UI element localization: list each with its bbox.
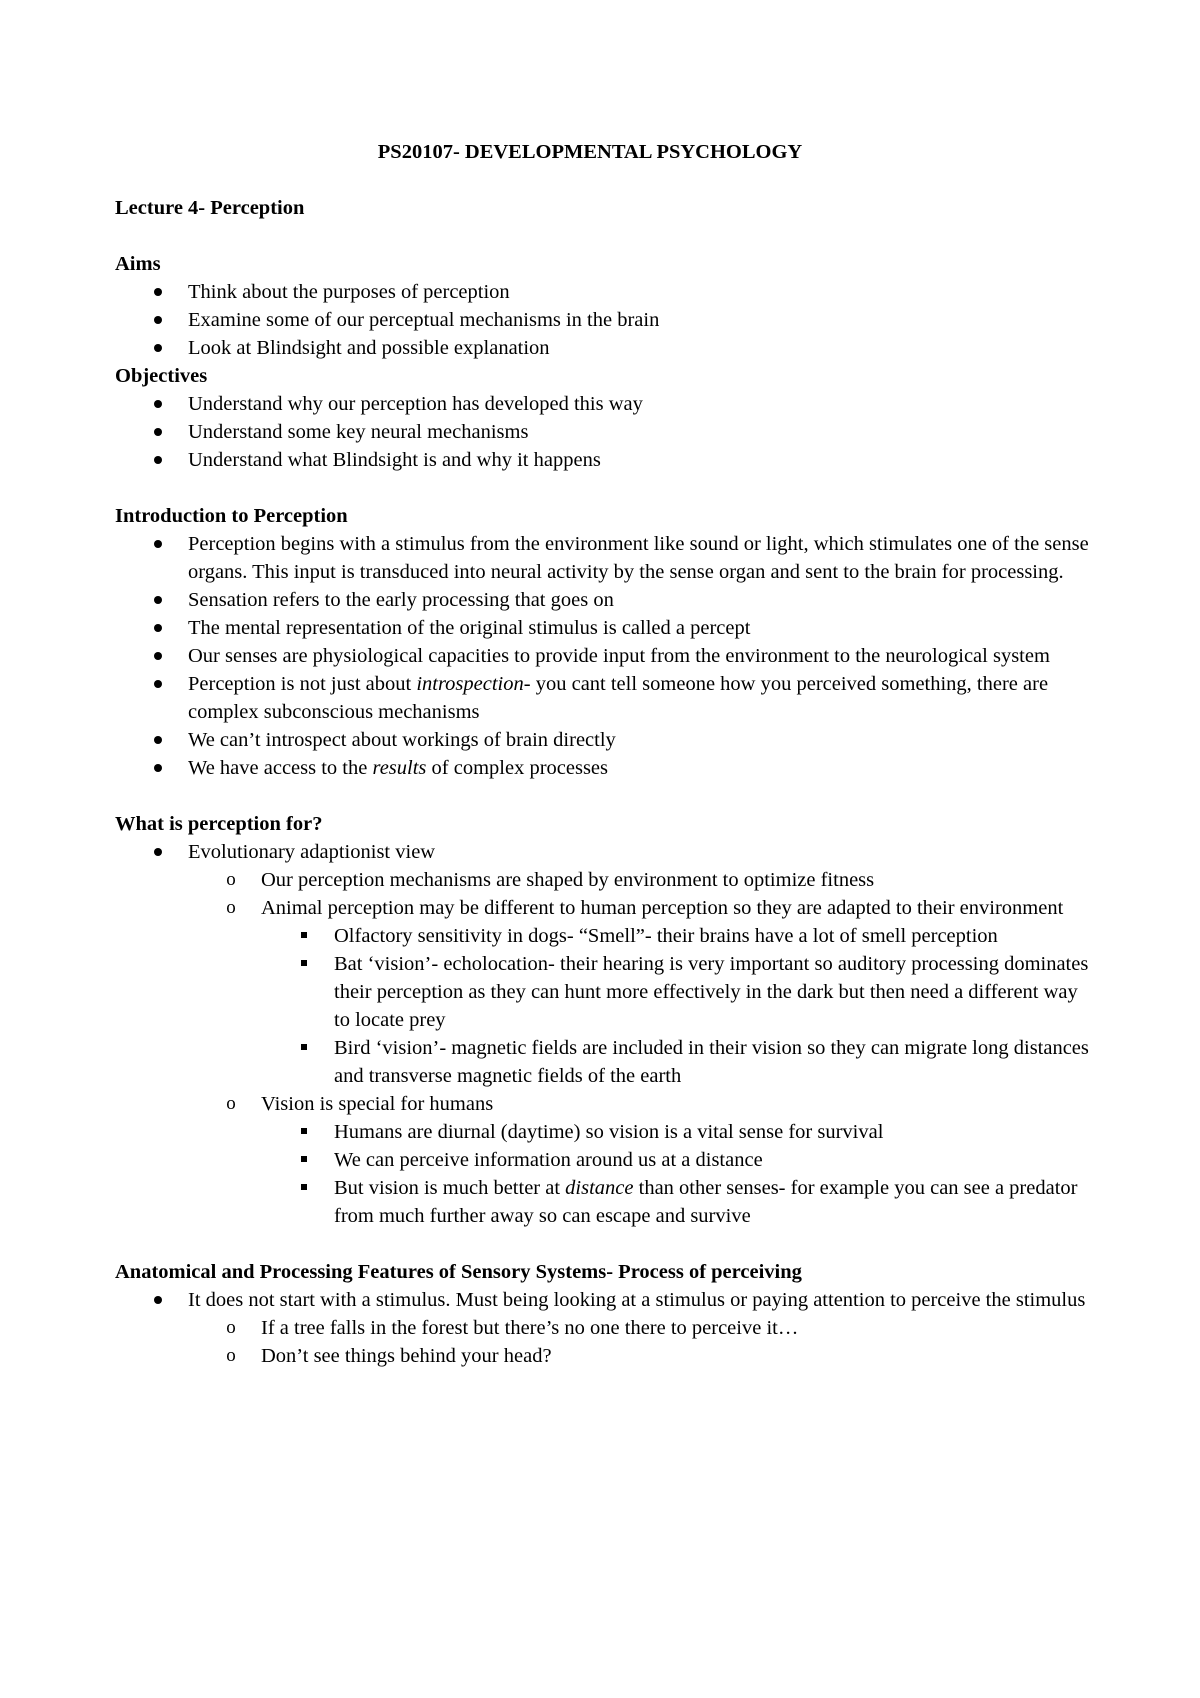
- list-item: o Our perception mechanisms are shaped by environment to optimize fitness: [188, 866, 1095, 894]
- bullet-icon: [151, 754, 165, 782]
- list-item: Understand what Blindsight is and why it happens: [115, 446, 1095, 474]
- list-item: Evolutionary adaptionist view o Our perception mechanisms are shaped by environment to optimize fitness o Animal perception may be different to human perception so they are adapted to their environment Olfactory sensitivity in dogs- “Smell”- their brains have a lot of smell perception Bat ‘vision’- echolocation- their hearing is very important so auditory processing dominates their perception as they can hunt more effectively in the dark but then need a different way to locate prey Bird ‘vision’- magnetic fields are included in their vision so they can migrate long distances and transverse magnetic fields of the earth o Vision is special for humans Humans are diurnal (daytime) so vision is a vital sense for survival We can perceive information around us at a distance But vision is much better at distance than other senses- for example you can see a predator from much further away so can escape and survive: [115, 838, 1095, 1230]
- spacer: [115, 222, 1095, 250]
- list-item: o Animal perception may be different to human perception so they are adapted to their environment Olfactory sensitivity in dogs- “Smell”- their brains have a lot of smell perception Bat ‘vision’- echolocation- their hearing is very important so auditory processing dominates their perception as they can hunt more effectively in the dark but then need a different way to locate prey Bird ‘vision’- magnetic fields are included in their vision so they can migrate long distances and transverse magnetic fields of the earth: [188, 894, 1095, 1090]
- bullet-icon: [151, 334, 165, 362]
- spacer: [115, 474, 1095, 502]
- list-item: Think about the purposes of perception: [115, 278, 1095, 306]
- bullet-icon: [151, 614, 165, 642]
- whatfor-list: [115, 838, 1095, 1230]
- list-item: We can perceive information around us at a distance: [261, 1146, 1095, 1174]
- evo-sublist: [115, 866, 1095, 1230]
- bullet-icon: [151, 530, 165, 558]
- intro-list: [115, 530, 1095, 782]
- anatomical-list: [115, 1286, 1095, 1370]
- objectives-heading: Objectives: [115, 365, 208, 387]
- circle-bullet-icon: o: [226, 897, 236, 918]
- list-item: It does not start with a stimulus. Must being looking at a stimulus or paying attention to perceive the stimulus o If a tree falls in the forest but there’s no one there to perceive it… o Don’t see things behind your head?: [115, 1286, 1095, 1370]
- whatfor-heading: What is perception for?: [115, 813, 323, 835]
- anatomical-sublist: [115, 1314, 1095, 1370]
- intro-heading: Introduction to Perception: [115, 505, 348, 527]
- square-bullet-icon: [297, 1118, 311, 1146]
- document-page: [115, 138, 1095, 1370]
- lecture-heading: Lecture 4- Perception: [115, 197, 305, 219]
- humans-sublist: [188, 1118, 1095, 1230]
- list-item: The mental representation of the original stimulus is called a percept: [115, 614, 1095, 642]
- list-item: Look at Blindsight and possible explanation: [115, 334, 1095, 362]
- list-item: Bat ‘vision’- echolocation- their hearing is very important so auditory processing dominates their perception as they can hunt more effectively in the dark but then need a different way to locate prey: [261, 950, 1095, 1034]
- square-bullet-icon: [297, 950, 311, 978]
- list-item: o Vision is special for humans Humans are diurnal (daytime) so vision is a vital sense for survival We can perceive information around us at a distance But vision is much better at distance than other senses- for example you can see a predator from much further away so can escape and survive: [188, 1090, 1095, 1230]
- square-bullet-icon: [297, 1174, 311, 1202]
- list-item: Sensation refers to the early processing that goes on: [115, 586, 1095, 614]
- list-item: Olfactory sensitivity in dogs- “Smell”- their brains have a lot of smell perception: [261, 922, 1095, 950]
- bullet-icon: [151, 446, 165, 474]
- list-item: Bird ‘vision’- magnetic fields are included in their vision so they can migrate long distances and transverse magnetic fields of the earth: [261, 1034, 1095, 1090]
- bullet-icon: [151, 390, 165, 418]
- circle-bullet-icon: o: [226, 869, 236, 890]
- objectives-list: [115, 390, 1095, 474]
- list-item: We have access to the results of complex processes: [115, 754, 1095, 782]
- circle-bullet-icon: o: [226, 1317, 236, 1338]
- list-item: o If a tree falls in the forest but there’s no one there to perceive it…: [188, 1314, 1095, 1342]
- aims-heading: Aims: [115, 253, 161, 275]
- bullet-icon: [151, 278, 165, 306]
- document-title: PS20107- DEVELOPMENTAL PSYCHOLOGY: [377, 141, 803, 163]
- bullet-icon: [151, 418, 165, 446]
- circle-bullet-icon: o: [226, 1345, 236, 1366]
- circle-bullet-icon: o: [226, 1093, 236, 1114]
- square-bullet-icon: [297, 1146, 311, 1174]
- list-item: Our senses are physiological capacities to provide input from the environment to the neurological system: [115, 642, 1095, 670]
- list-item: We can’t introspect about workings of brain directly: [115, 726, 1095, 754]
- aims-list: [115, 278, 1095, 362]
- animals-sublist: [188, 922, 1095, 1090]
- list-item: Humans are diurnal (daytime) so vision is a vital sense for survival: [261, 1118, 1095, 1146]
- spacer: [115, 1230, 1095, 1258]
- anatomical-heading: Anatomical and Processing Features of Sensory Systems- Process of perceiving: [115, 1261, 802, 1283]
- bullet-icon: [151, 838, 165, 866]
- bullet-icon: [151, 726, 165, 754]
- list-item: Understand some key neural mechanisms: [115, 418, 1095, 446]
- list-item: Perception begins with a stimulus from the environment like sound or light, which stimulates one of the sense organs. This input is transduced into neural activity by the sense organ and sent to the brain for processing.: [115, 530, 1095, 586]
- bullet-icon: [151, 306, 165, 334]
- bullet-icon: [151, 586, 165, 614]
- list-item: o Don’t see things behind your head?: [188, 1342, 1095, 1370]
- list-item: But vision is much better at distance than other senses- for example you can see a predator from much further away so can escape and survive: [261, 1174, 1095, 1230]
- bullet-icon: [151, 1286, 165, 1314]
- list-item: Examine some of our perceptual mechanisms in the brain: [115, 306, 1095, 334]
- square-bullet-icon: [297, 922, 311, 950]
- square-bullet-icon: [297, 1034, 311, 1062]
- list-item: Perception is not just about introspection- you cant tell someone how you perceived something, there are complex subconscious mechanisms: [115, 670, 1095, 726]
- spacer: [115, 782, 1095, 810]
- bullet-icon: [151, 642, 165, 670]
- list-item: Understand why our perception has developed this way: [115, 390, 1095, 418]
- bullet-icon: [151, 670, 165, 698]
